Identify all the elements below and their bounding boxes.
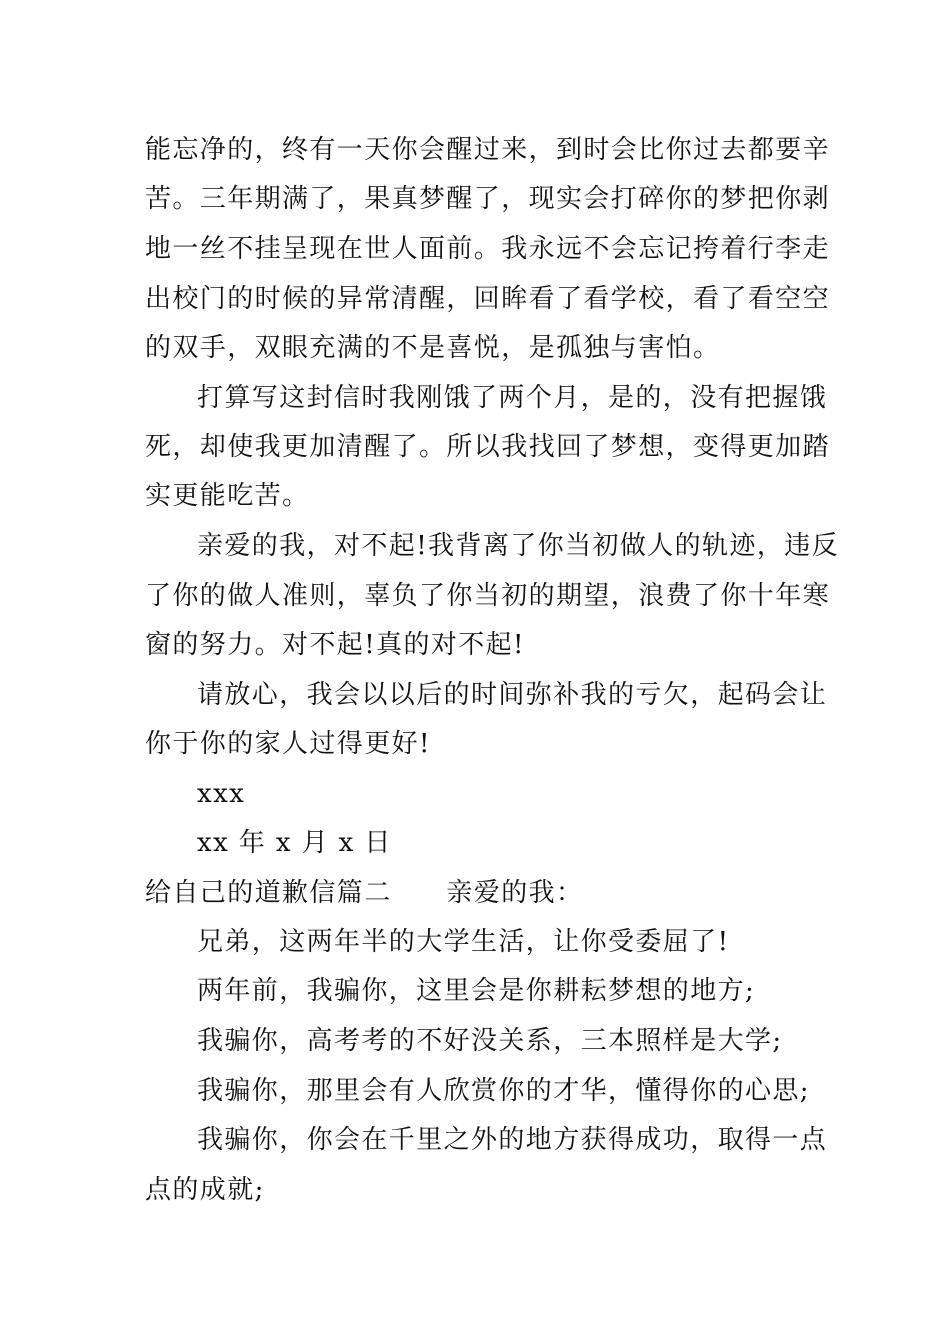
text-line: 的双手，双眼充满的不是喜悦，是孤独与害怕。 [145, 333, 721, 363]
text-line: 出校门的时候的异常清醒，回眸看了看学校，看了看空空 [145, 284, 831, 314]
signature-name: xxx [197, 779, 246, 809]
text-line: 点的成就; [145, 1175, 265, 1205]
paragraph-start-line: 请放心，我会以以后的时间弥补我的亏欠，起码会让 [197, 680, 828, 710]
text-line: 实更能吃苦。 [145, 481, 310, 511]
paragraph-start-line: 打算写这封信时我刚饿了两个月，是的，没有把握饿 [197, 383, 828, 413]
text-line: 能忘净的，终有一天你会醒过来，到时会比你过去都要辛 [145, 135, 831, 165]
section-heading: 给自己的道歉信篇二 亲爱的我： [145, 878, 584, 908]
text-line: 窗的努力。对不起!真的对不起! [145, 630, 525, 660]
text-line: 地一丝不挂呈现在世人面前。我永远不会忘记挎着行李走 [145, 234, 831, 264]
text-line: 了你的做人准则，辜负了你当初的期望，浪费了你十年寒 [145, 581, 831, 611]
paragraph-start-line: 我骗你，那里会有人欣赏你的才华，懂得你的心思; [197, 1076, 810, 1106]
paragraph-start-line: 我骗你，你会在千里之外的地方获得成功，取得一点 [197, 1125, 828, 1155]
paragraph-start-line: 我骗你，高考考的不好没关系，三本照样是大学; [197, 1026, 783, 1056]
text-line: 你于你的家人过得更好! [145, 729, 431, 759]
text-line: 苦。三年期满了，果真梦醒了，现实会打碎你的梦把你剥 [145, 184, 831, 214]
paragraph-start-line: 两年前，我骗你，这里会是你耕耘梦想的地方; [197, 976, 756, 1006]
signature-date: xx 年 x 月 x 日 [197, 828, 392, 858]
paragraph-start-line: 亲爱的我，对不起!我背离了你当初做人的轨迹，违反 [197, 531, 840, 561]
text-line: 死，却使我更加清醒了。所以我找回了梦想，变得更加踏 [145, 432, 831, 462]
paragraph-start-line: 兄弟，这两年半的大学生活，让你受委屈了! [197, 927, 730, 957]
